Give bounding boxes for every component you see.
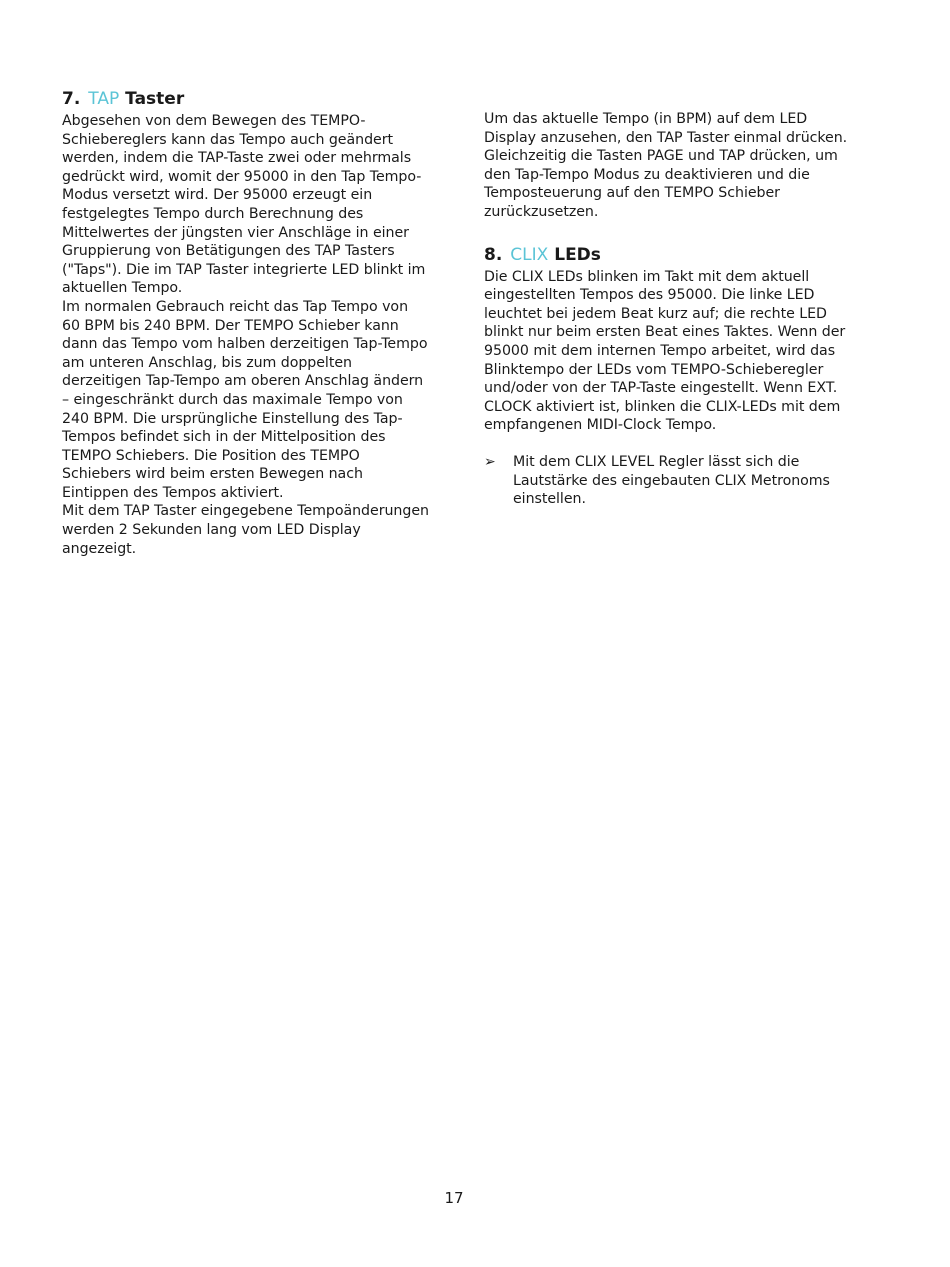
- left-column: [62, 88, 430, 558]
- section-7-paragraph-3: Mit dem TAP Taster eingegebene Tempoänderungen werden 2 Sekunden lang vom LED Display angezeigt.: [62, 503, 429, 557]
- section-7-heading: [62, 88, 430, 110]
- section-7-title-accent: TAP: [88, 89, 120, 109]
- section-8-number: 8.: [484, 244, 503, 265]
- page-number: 17: [444, 1189, 464, 1207]
- clix-level-bullet: [484, 453, 854, 509]
- section-7-paragraph-4: Um das aktuelle Tempo (in BPM) auf dem LED Display anzusehen, den TAP Taster einmal drücken.: [484, 111, 848, 146]
- section-7-paragraph-2: Im normalen Gebrauch reicht das Tap Tempo von 60 BPM bis 240 BPM. Der TEMPO Schieber kann dann das Tempo vom halben derzeitigen Tap-Tempo am unteren Anschlag, bis zum doppelten derzeitigen Tap-Tempo am oberen Anschlag ändern – eingeschränkt durch das maximale Tempo von 240 BPM. Die ursprüngliche Einstellung des Tap-Tempos befindet sich in der Mittelposition des TEMPO Schiebers. Die Position des TEMPO Schiebers wird beim ersten Bewegen nach Eintippen des Tempos aktiviert.: [62, 298, 428, 501]
- section-8-paragraph: Die CLIX LEDs blinken im Takt mit dem aktuell eingestellten Tempos des 95000. Die linke LED leuchtet bei jedem Beat kurz auf; die rechte LED blinkt nur beim ersten Beat eines Taktes. Wenn der 95000 mit dem internen Tempo arbeitet, wird das Blinktempo der LEDs vom TEMPO-Schieberegler und/oder von der TAP-Taste eingestellt. Wenn EXT. CLOCK aktiviert ist, blinken die CLIX-LEDs mit dem empfangenen MIDI-Clock Tempo.: [484, 268, 846, 434]
- arrow-bullet-icon: ➢: [484, 453, 496, 470]
- section-spacer: [484, 222, 854, 244]
- section-8-title-accent: CLIX: [510, 244, 549, 265]
- bullet-spacer: [484, 435, 854, 453]
- section-8-heading: [484, 244, 854, 266]
- section-7-title-rest: Taster: [119, 89, 185, 109]
- section-7-paragraph-1: Abgesehen von dem Bewegen des TEMPO-Schiebereglers kann das Tempo auch geändert werden, indem die TAP-Taste zwei oder mehrmals gedrückt wird, womit der 95000 in den Tap Tempo-Modus versetzt wird. Der 95000 erzeugt ein festgelegtes Tempo durch Berechnung des Mittelwertes der jüngsten vier Anschläge in einer Gruppierung von Betätigungen des TAP Tasters ("Taps"). Die im TAP Taster integrierte LED blinkt im aktuellen Tempo.: [62, 113, 426, 297]
- section-7-number: 7.: [62, 89, 81, 109]
- right-column: [484, 110, 854, 509]
- section-8-title-rest: LEDs: [548, 244, 601, 265]
- clix-level-bullet-text: Mit dem CLIX LEVEL Regler lässt sich die Lautstärke des eingebauten CLIX Metronoms einstellen.: [513, 453, 830, 508]
- section-7-paragraph-5: Gleichzeitig die Tasten PAGE und TAP drücken, um den Tap-Tempo Modus zu deaktivieren und die Temposteuerung auf den TEMPO Schieber zurückzusetzen.: [484, 148, 838, 220]
